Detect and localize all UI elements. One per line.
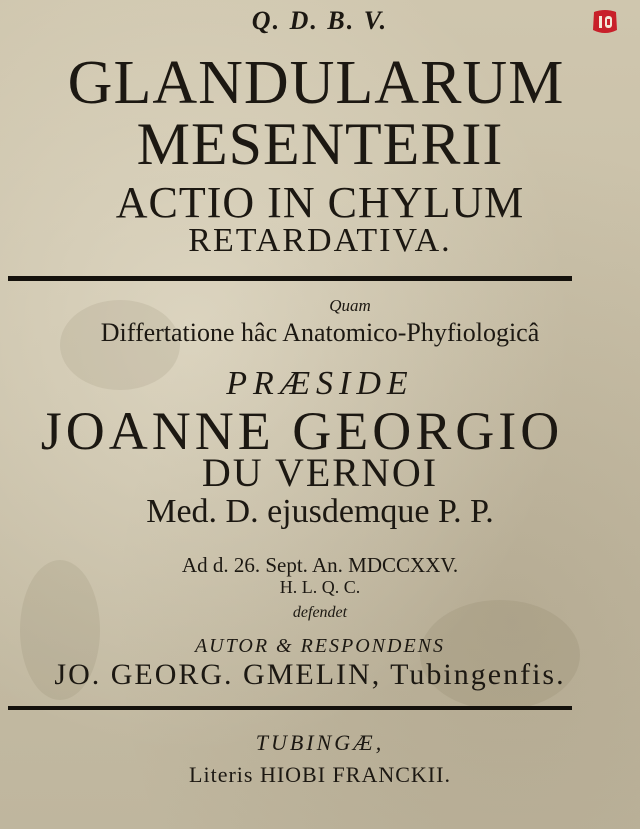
praeses-degree: Med. D. ejusdemque P. P. <box>146 493 494 530</box>
title-line-1: GLANDULARUM <box>67 49 565 117</box>
title-line-4: RETARDATIVA. <box>188 222 452 259</box>
autor-label: AUTOR & RESPONDENS <box>194 635 446 657</box>
praeses-name-line-2: DU VERNOI <box>201 450 439 495</box>
dissertation-line: Differtatione hâc Anatomico-Phyfiologicâ <box>100 318 540 347</box>
quam-word: Quam <box>329 296 371 315</box>
defendet-word: defendet <box>292 604 348 621</box>
imprint-city: TUBINGÆ, <box>255 730 385 755</box>
praeside-heading: PRÆSIDE <box>226 365 414 402</box>
title-line-3: ACTIO IN CHYLUM <box>115 178 525 227</box>
divider-rule-bottom <box>8 706 572 710</box>
place-time-abbreviation: H. L. Q. C. <box>279 577 361 597</box>
autor-name: JO. GEORG. GMELIN, Tubingenfis. <box>54 658 566 691</box>
invocation-abbreviation: Q. D. B. V. <box>251 6 389 35</box>
title-line-2: MESENTERII <box>136 111 504 177</box>
imprint-printer: Literis HIOBI FRANCKII. <box>189 762 451 787</box>
date-line: Ad d. 26. Sept. An. MDCCXXV. <box>181 553 459 577</box>
divider-rule-top <box>8 276 572 281</box>
praeses-name-line-1: JOANNE GEORGIO <box>40 401 564 461</box>
